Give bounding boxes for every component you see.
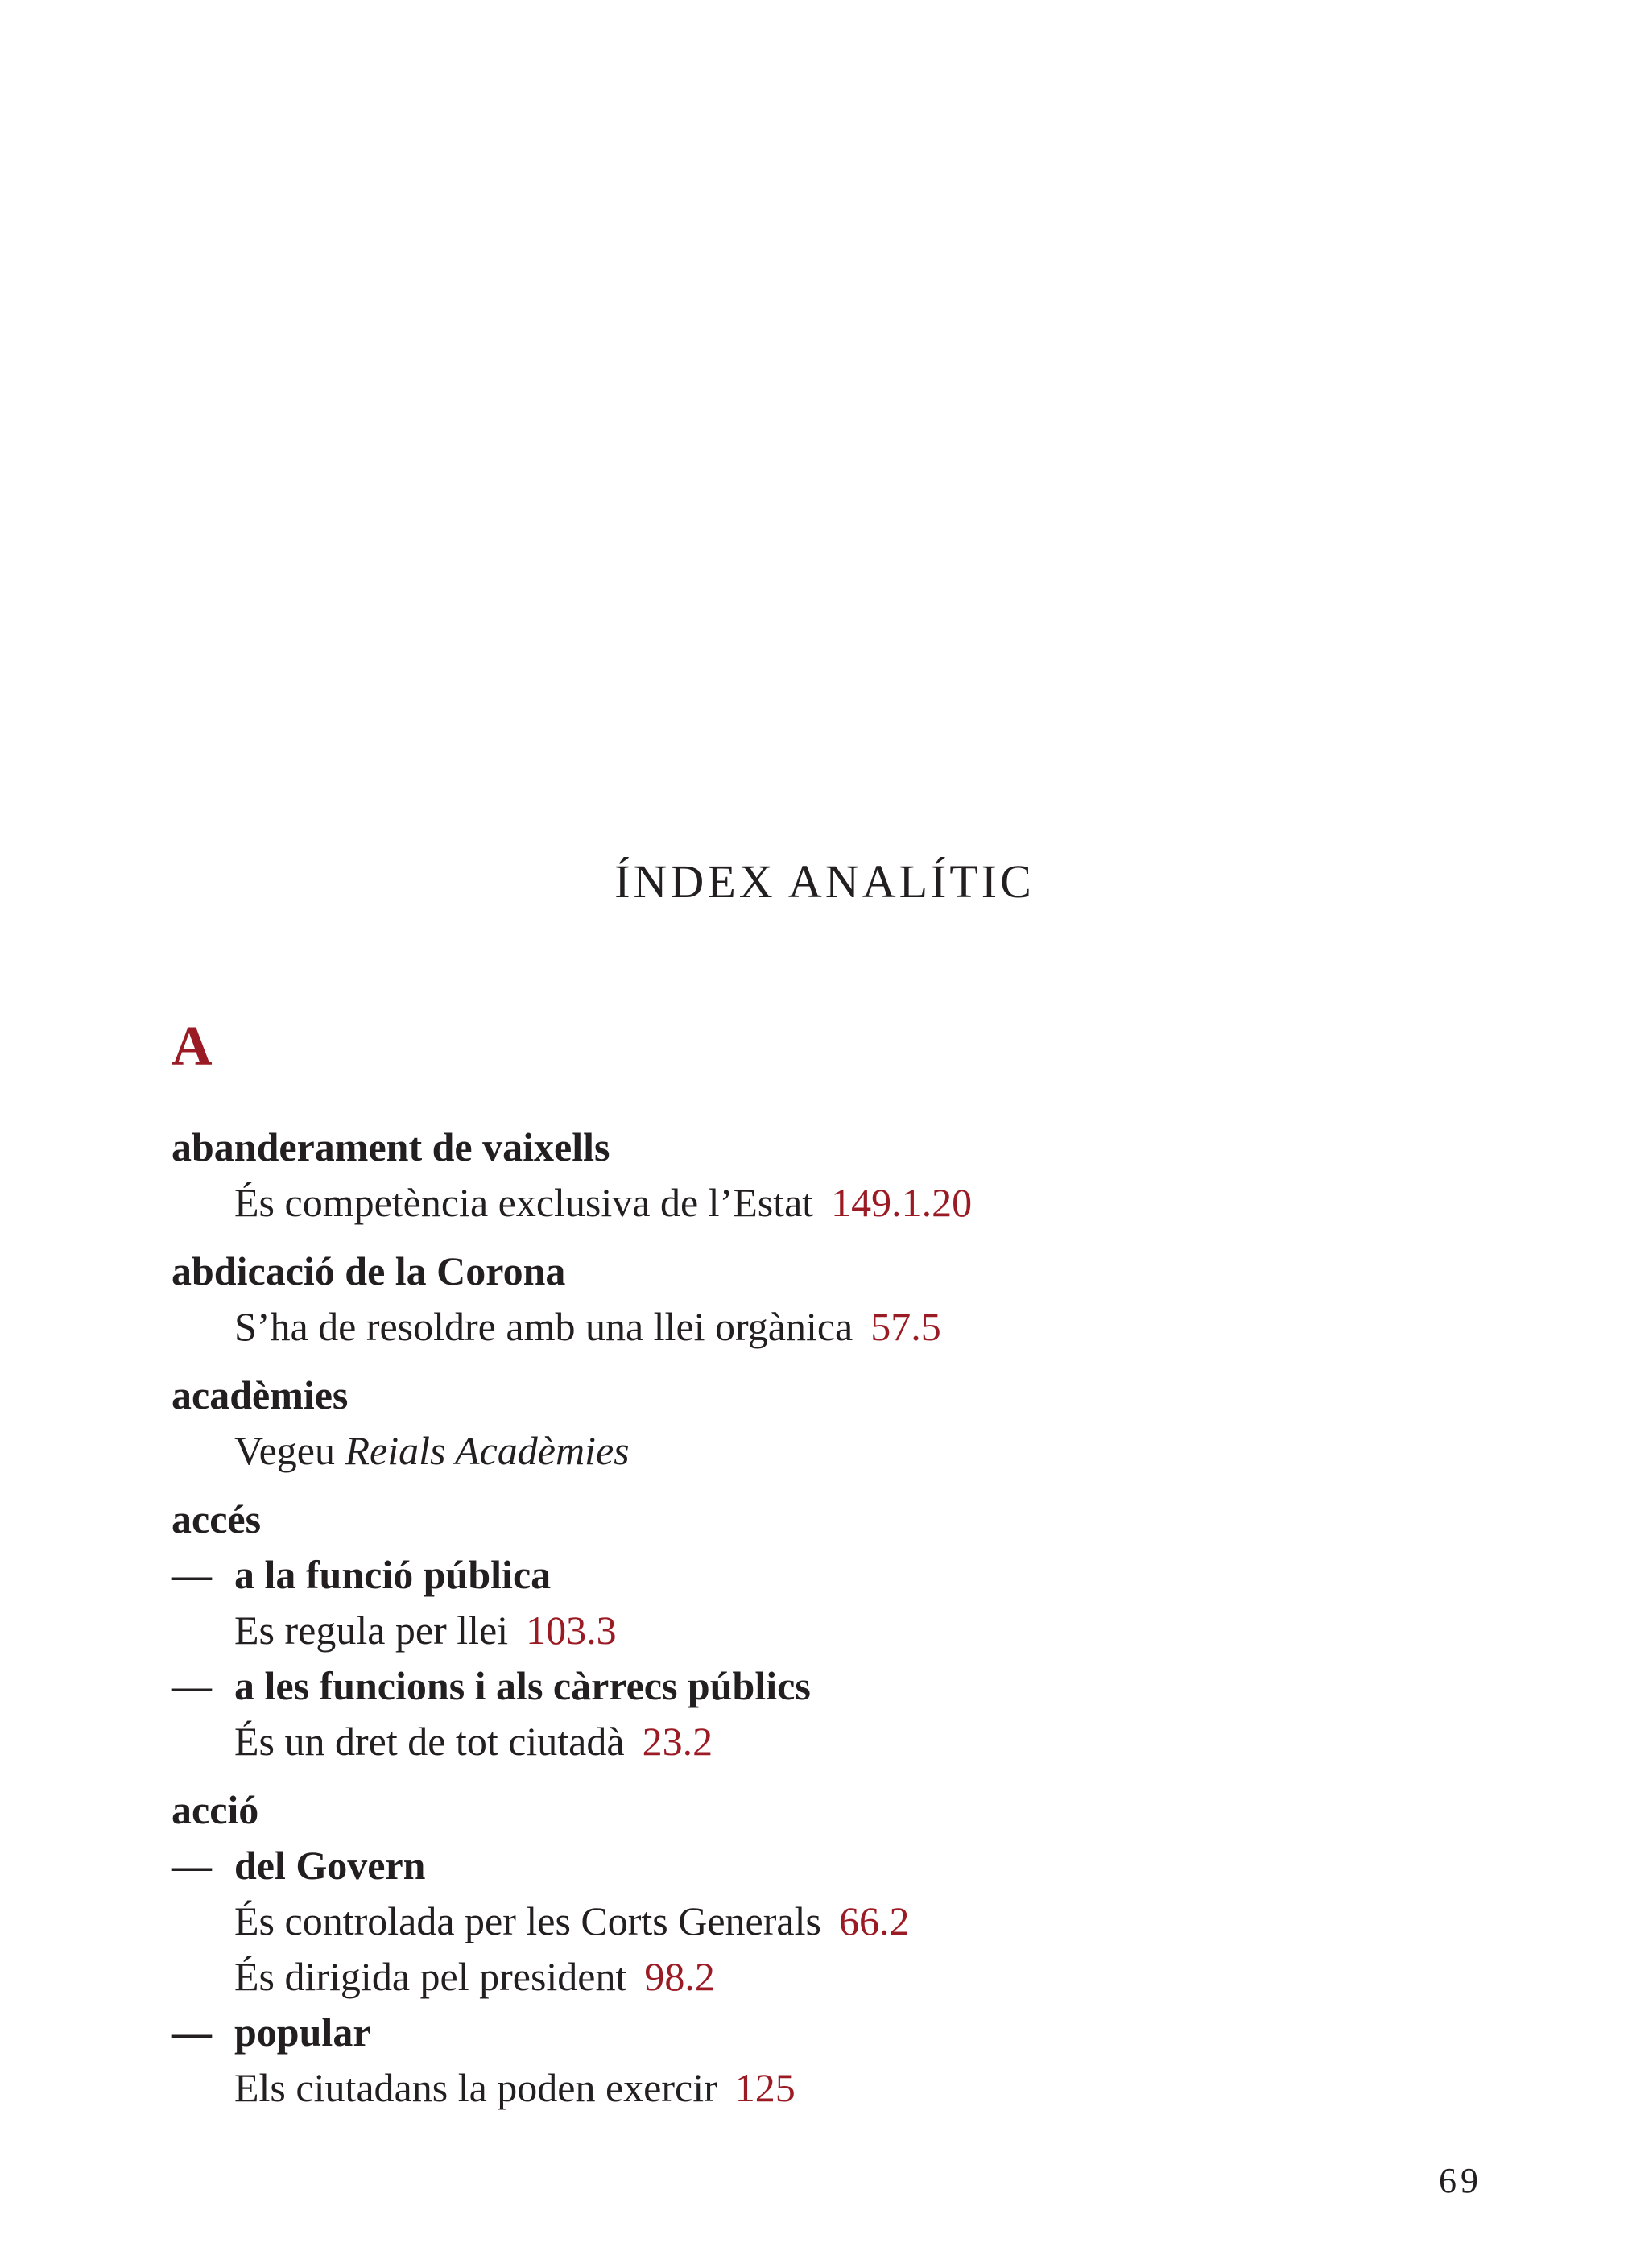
entry-term: acció (172, 1787, 259, 1832)
article-reference: 66.2 (838, 1898, 910, 1943)
em-dash: — (172, 1843, 212, 1888)
article-reference: 103.3 (526, 1608, 617, 1653)
subentry-label (172, 2005, 1492, 2060)
entry-term: acadèmies (172, 1372, 349, 1418)
index-entry (172, 1782, 1492, 2116)
subentry-label (172, 1838, 1492, 1893)
index-entry (172, 1244, 1492, 1355)
index-entry (172, 1492, 1492, 1769)
entry-text: Els ciutadans la poden exercir (234, 2065, 717, 2110)
em-dash: — (172, 1552, 212, 1597)
article-reference: 57.5 (870, 1304, 941, 1349)
page-title: ÍNDEX ANALÍTIC (614, 855, 1035, 908)
subentry-text: del Govern (234, 1843, 426, 1888)
entry-detail (172, 2060, 1492, 2116)
entry-text: S’ha de resoldre amb una llei orgànica (234, 1304, 853, 1349)
subentry-text: a la funció pública (234, 1552, 552, 1597)
subentry-text: a les funcions i als càrrecs públics (234, 1663, 811, 1708)
em-dash: — (172, 1663, 212, 1708)
entry-term: abdicació de la Corona (172, 1248, 566, 1293)
entry-detail (172, 1603, 1492, 1658)
entry-detail (172, 1949, 1492, 2005)
article-reference: 125 (734, 2065, 796, 2110)
entry-detail (172, 1714, 1492, 1769)
page-number: 69 (1439, 2161, 1482, 2200)
entry-text: És competència exclusiva de l’Estat (234, 1180, 814, 1225)
article-reference: 149.1.20 (831, 1180, 973, 1225)
entry-detail (172, 1893, 1492, 1949)
subentry-label (172, 1547, 1492, 1603)
entry-text: És un dret de tot ciutadà (234, 1719, 625, 1764)
article-reference: 23.2 (642, 1719, 713, 1764)
index-entry (172, 1368, 1492, 1479)
index-entries (172, 1120, 1492, 2129)
entry-term: accés (172, 1496, 262, 1542)
entry-see-also (172, 1423, 1492, 1479)
entry-text: Es regula per llei (234, 1608, 509, 1653)
see-target: Reials Acadèmies (345, 1428, 630, 1473)
subentry-text: popular (234, 2009, 371, 2055)
em-dash: — (172, 2009, 212, 2055)
entry-detail (172, 1175, 1492, 1231)
article-reference: 98.2 (644, 1954, 715, 1999)
section-letter: A (172, 1016, 213, 1078)
entry-term: abanderament de vaixells (172, 1124, 610, 1169)
entry-text: És controlada per les Corts Generals (234, 1898, 821, 1943)
see-label: Vegeu (234, 1428, 335, 1473)
index-entry (172, 1120, 1492, 1231)
subentry-label (172, 1658, 1492, 1714)
entry-text: És dirigida pel president (234, 1954, 627, 1999)
entry-detail (172, 1299, 1492, 1355)
